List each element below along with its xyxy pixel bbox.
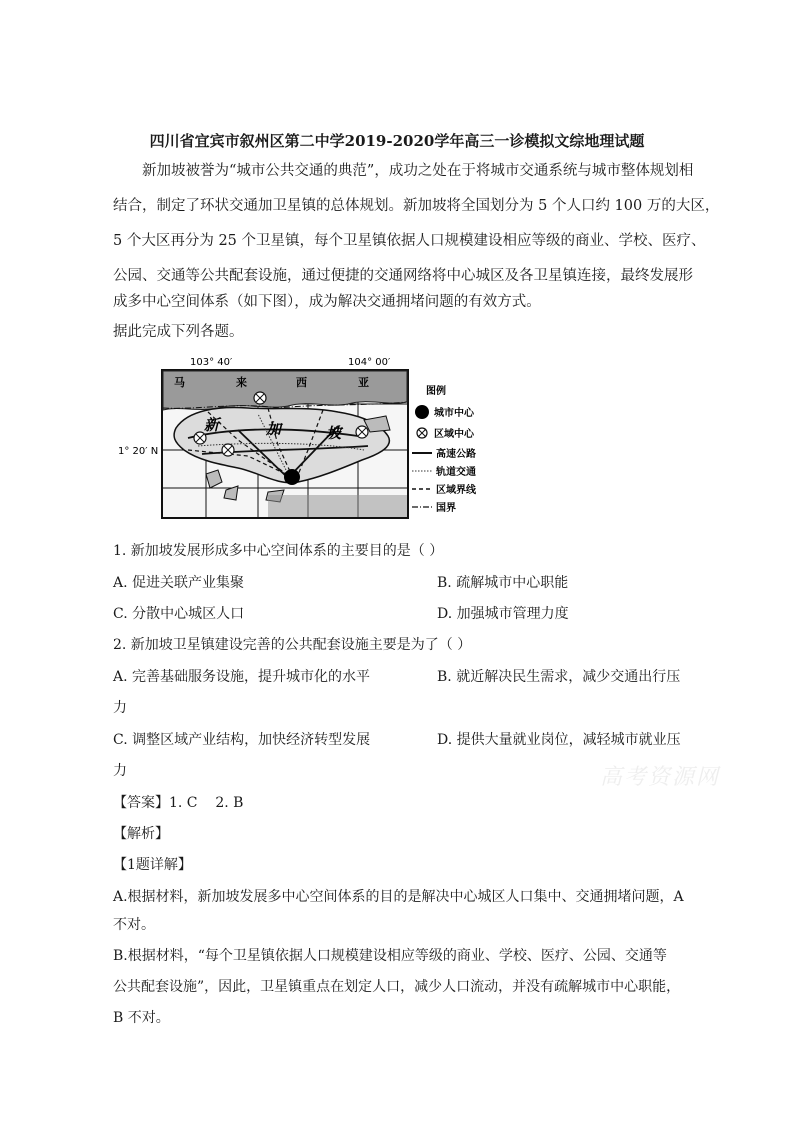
- intro-line-4: 公园、交通等公共配套设施，通过便捷的交通网络将中心城区及各卫星镇连接，最终发展形: [113, 268, 693, 284]
- question-2-option-b: B. 就近解决民生需求，减少交通出行压: [437, 669, 681, 685]
- explanation-b-line-2: 公共配套设施”，因此，卫星镇重点在划定人口，减少人口流动，并没有疏解城市中心职能，: [113, 979, 681, 995]
- singapore-char-2: 加: [266, 420, 282, 438]
- question-2-option-a: A. 完善基础服务设施，提升城市化的水平: [113, 669, 371, 685]
- map-lat-label: 1° 20′ N: [118, 446, 159, 457]
- singapore-char-1: 新: [204, 416, 220, 434]
- singapore-char-3: 坡: [326, 424, 342, 442]
- legend-regional-center: 区域中心: [434, 429, 474, 440]
- answer-text: 1. C 2. B: [169, 795, 244, 811]
- map-lon-right-label: 104° 00′: [348, 357, 391, 368]
- question-1-option-b: B. 疏解城市中心职能: [437, 575, 569, 591]
- detail-label: 【1题详解】: [113, 857, 192, 873]
- map-legend: [412, 384, 477, 514]
- malaysia-char-1: 马: [174, 376, 185, 389]
- question-2-stem: 2. 新加坡卫星镇建设完善的公共配套设施主要是为了（ ）: [113, 637, 472, 653]
- question-2-option-d: D. 提供大量就业岗位，减轻城市就业压: [437, 732, 681, 748]
- explanation-a-line-1: A.根据材料，新加坡发展多中心空间体系的目的是解决中心城区人口集中、交通拥堵问题，A: [113, 889, 684, 905]
- instruction: 据此完成下列各题。: [113, 324, 244, 340]
- page-title: 四川省宜宾市叙州区第二中学2019-2020学年高三一诊模拟文综地理试题: [149, 132, 645, 150]
- explanation-b-line-1: B.根据材料，“每个卫星镇依据人口规模建设相应等级的商业、学校、医疗、公园、交通等: [113, 948, 667, 964]
- intro-line-1: 新加坡被誉为“城市公共交通的典范”，成功之处在于将城市交通系统与城市整体规划相: [142, 163, 694, 179]
- map-lon-left-label: 103° 40′: [190, 357, 233, 368]
- malaysia-char-4: 亚: [358, 376, 369, 389]
- intro-line-5: 成多中心空间体系（如下图），成为解决交通拥堵问题的有效方式。: [113, 294, 541, 310]
- watermark: 高考资源网: [600, 765, 721, 790]
- malaysia-char-3: 西: [296, 376, 307, 389]
- analysis-label: 【解析】: [113, 826, 169, 842]
- question-1-option-c: C. 分散中心城区人口: [113, 606, 245, 622]
- sea-shading: [268, 495, 407, 517]
- legend-district-boundary: 区域界线: [436, 485, 476, 496]
- explanation-b-line-3: B 不对。: [113, 1010, 170, 1026]
- legend-expressway: 高速公路: [436, 449, 476, 460]
- intro-line-3: 5 个大区再分为 25 个卫星镇，每个卫星镇依据人口规模建设相应等级的商业、学校、医疗、: [113, 233, 706, 249]
- legend-city-center: 城市中心: [434, 408, 474, 419]
- answer-label: 【答案】: [113, 795, 169, 811]
- question-1-option-a: A. 促进关联产业集聚: [113, 575, 245, 591]
- question-2-option-c: C. 调整区域产业结构，加快经济转型发展: [113, 732, 371, 748]
- legend-national-border: 国界: [436, 503, 456, 514]
- singapore-map: [118, 350, 498, 525]
- city-center-marker: [284, 469, 300, 485]
- legend-title: 图例: [426, 386, 446, 397]
- malaysia-char-2: 来: [236, 376, 247, 389]
- answer-block: [113, 792, 243, 812]
- legend-rail: 轨道交通: [436, 467, 476, 478]
- intro-line-2: 结合，制定了环状交通加卫星镇的总体规划。新加坡将全国划分为 5 个人口约 100 万的大区，: [113, 198, 720, 214]
- question-2-option-b-wrap: 力: [113, 700, 127, 716]
- question-1-stem: 1. 新加坡发展形成多中心空间体系的主要目的是（ ）: [113, 543, 444, 559]
- question-1-option-d: D. 加强城市管理力度: [437, 606, 569, 622]
- question-2-option-d-wrap: 力: [113, 763, 127, 779]
- explanation-a-line-2: 不对。: [113, 917, 155, 933]
- legend-city-center-symbol: [415, 405, 429, 419]
